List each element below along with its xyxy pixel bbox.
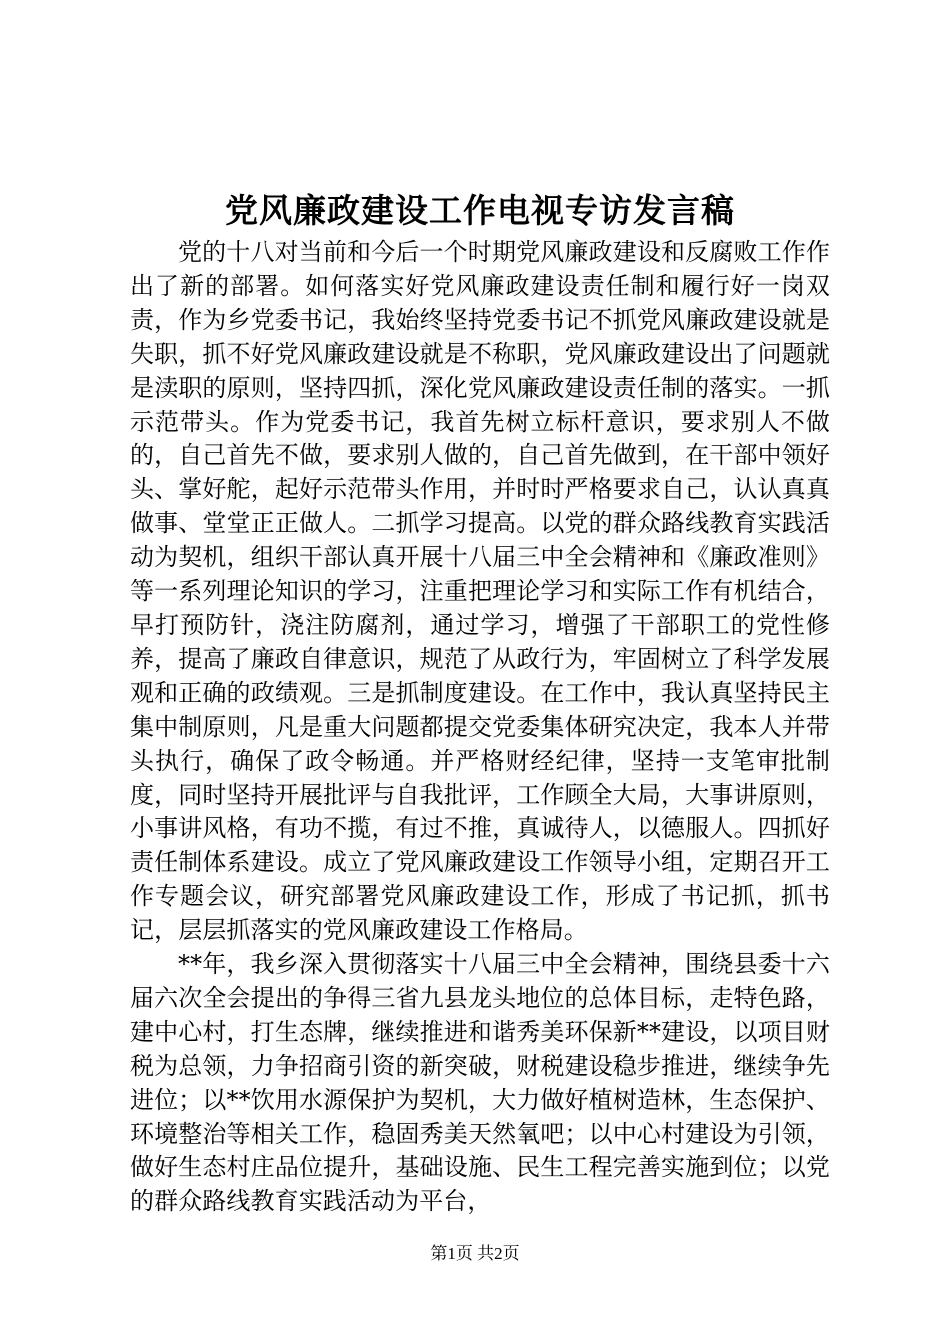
document-body — [130, 236, 830, 1219]
document-title: 党风廉政建设工作电视专访发言稿 — [225, 191, 735, 230]
page-footer: 第1页 共2页 — [430, 1244, 520, 1263]
paragraph-2: **年，我乡深入贯彻落实十八届三中全会精神，围绕县委十六届六次全会提出的争得三省九县龙头地位的总体目标，走特色路，建中心村，打生态牌，继续推进和谐秀美环保新**建设，以项目财税为总领，力争招商引资的新突破，财税建设稳步推进，继续争先进位；以**饮用水源保护为契机，大力做好植树造林，生态保护、环境整治等相关工作，稳固秀美天然氧吧；以中心村建设为引领，做好生态村庄品位提升，基础设施、民生工程完善实施到位；以党的群众路线教育实践活动为平台， — [130, 950, 830, 1216]
paragraph-1: 党的十八对当前和今后一个时期党风廉政建设和反腐败工作作出了新的部署。如何落实好党风廉政建设责任制和履行好一岗双责，作为乡党委书记，我始终坚持党委书记不抓党风廉政建设就是失职，抓不好党风廉政建设就是不称职，党风廉政建设出了问题就是渎职的原则，坚持四抓，深化党风廉政建设责任制的落实。一抓示范带头。作为党委书记，我首先树立标杆意识，要求别人不做的，自己首先不做，要求别人做的，自己首先做到，在干部中领好头、掌好舵，起好示范带头作用，并时时严格要求自己，认认真真做事、堂堂正正做人。二抓学习提高。以党的群众路线教育实践活动为契机，组织干部认真开展十八届三中全会精神和《廉政准则》等一系列理论知识的学习，注重把理论学习和实际工作有机结合，早打预防针，浇注防腐剂，通过学习，增强了干部职工的党性修养，提高了廉政自律意识，规范了从政行为，牢固树立了科学发展观和正确的政绩观。三是抓制度建设。在工作中，我认真坚持民主集中制原则，凡是重大问题都提交党委集体研究决定，我本人并带头执行，确保了政令畅通。并严格财经纪律，坚持一支笔审批制度，同时坚持开展批评与自我批评，工作顾全大局，大事讲原则，小事讲风格，有功不揽，有过不推，真诚待人，以德服人。四抓好责任制体系建设。成立了党风廉政建设工作领导小组，定期召开工作专题会议，研究部署党风廉政建设工作，形成了书记抓，抓书记，层层抓落实的党风廉政建设工作格局。 — [130, 238, 830, 945]
